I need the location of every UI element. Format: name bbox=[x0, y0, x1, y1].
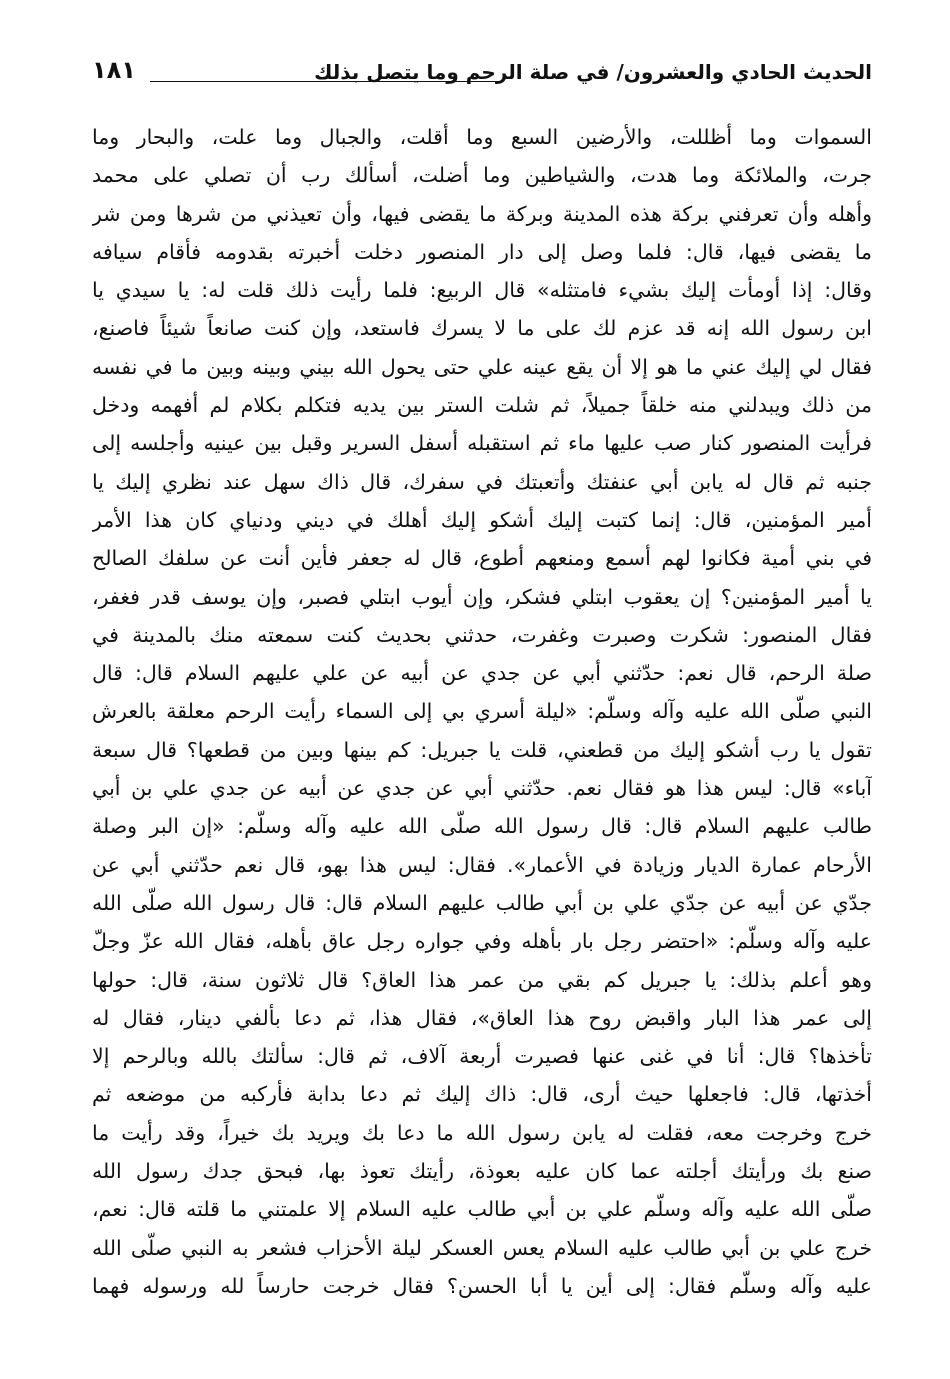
text-line: جرت، والملائكة وما هدت، والشياطين وما أضلت، أسألك رب أن تصلي على محمد bbox=[92, 163, 872, 188]
text-line: صلة الرحم، قال نعم: حدّثني أبي عن جدي عن أبيه عن علي عليهم السلام قال: قال bbox=[92, 661, 872, 686]
text-line: عليه وآله وسلّم فقال: إلى أين يا أبا الحسن؟ فقال خرجت حارساً لله ورسوله فهما bbox=[92, 1273, 872, 1298]
text-line: فقال لي إليك عني ما هو إلا أن يقع عينه علي حتى يحول الله بيني وبينه وبين ما في نفسه bbox=[92, 354, 872, 379]
text-line: وهو أعلم بذلك: يا جبريل كم بقي من عمر هذا العاق؟ قال ثلاثون سنة، قال: حولها bbox=[92, 967, 872, 992]
page-number: ١٨١ bbox=[92, 56, 136, 84]
text-line: ابن رسول الله إنه قد عزم لك على ما لا يسرك فاستعد، وإن كنت صانعاً شيئاً فاصنع، bbox=[92, 316, 872, 341]
text-line: من ذلك ويبدلني منه خلقاً جميلاً، ثم شلت الستر بين يديه فتكلم بكلام لم أفهمه ودخل bbox=[92, 393, 872, 418]
header-rule bbox=[150, 81, 500, 82]
body-text bbox=[92, 118, 872, 1305]
text-line: وأهله وأن تعرفني بركة هذه المدينة وبركة ما يقضى فيها، وأن تعيذني من شرها ومن شر bbox=[92, 201, 872, 226]
text-line: تأخذها؟ قال: أنا في غنى عنها فصيرت أربعة آلاف، ثم قال: سألتك بالله وبالرحم إلا bbox=[92, 1044, 872, 1069]
text-line: ما يقضى فيها، قال: فلما وصل إلى دار المنصور دخلت أخبرته بقدومه فأقام سيافه bbox=[92, 239, 872, 264]
text-line: وقال: إذا أومأت إليك بشيء فامتثله» قال الربيع: فلما رأيت ذلك قلت له: يا سيدي يا bbox=[92, 278, 872, 303]
text-line: جدّي عن أبيه عن جدّي علي بن أبي طالب عليهم السلام قال: قال رسول الله صلّى الله bbox=[92, 890, 872, 915]
text-line: أمير المؤمنين، قال: إنما كتبت إليك أشكو إليك أهلك في ديني ودنياي كان هذا الأمر bbox=[92, 507, 872, 532]
text-line: خرج وخرجت معه، فقلت له يابن رسول الله ما دعا بك ويريد بك خيراً، وقد رأيت ما bbox=[92, 1120, 872, 1145]
text-line: يا أمير المؤمنين؟ إن يعقوب ابتلي فشكر، وإن أيوب ابتلي فصبر، وإن يوسف قدر فغفر، bbox=[92, 584, 872, 609]
text-line: السموات وما أظللت، والأرضين السبع وما أقلت، والجبال وما علت، والبحار وما bbox=[92, 125, 872, 149]
text-line: أخذتها، قال: فاجعلها حيث أرى، قال: ذاك إليك ثم دعا بدابة فأركبه من موضعه ثم bbox=[92, 1082, 872, 1107]
text-line: صلّى الله عليه وآله وسلّم علي بن أبي طالب عليه السلام إلا علمتني ما قلته قال: نعم، bbox=[92, 1197, 872, 1222]
text-line: صنع بك ورأيتك أجلته عما كان عليه بعوذة، رأيتك تعوذ بها، فبحق جدك رسول الله bbox=[92, 1159, 872, 1184]
text-line: خرج علي بن أبي طالب عليه السلام يعس العسكر ليلة الأحزاب فشعر به النبي صلّى الله bbox=[92, 1235, 872, 1260]
running-title: الحديث الحادي والعشرون/ في صلة الرحم وما يتصل بذلك bbox=[314, 60, 872, 84]
text-line: في بني أمية فكانوا لهم أسمع ومنعهم أطوع، قال له جعفر فأين أنت عن سلفك الصالح bbox=[92, 546, 872, 571]
text-line: تقول يا رب أشكو إليك من قطعني، قلت يا جبريل: كم بينها وبين من قطعها؟ قال سبعة bbox=[92, 737, 872, 762]
text-line: طالب عليهم السلام قال: قال رسول الله صلّى الله عليه وآله وسلّم: «إن البر وصلة bbox=[92, 814, 872, 839]
text-line: عليه وآله وسلّم: «احتضر رجل بار بأهله وفي جواره رجل عاق بأهله، فقال الله عزّ وجلّ bbox=[92, 929, 872, 954]
text-line: آباء» قال: ليس هذا هو فقال نعم. حدّثني أبي عن جدي عن أبيه عن جدي علي بن أبي bbox=[92, 776, 872, 801]
text-line: الأرحام عمارة الديار وزيادة في الأعمار». فقال: ليس هذا بهو، قال نعم حدّثني أبي عن bbox=[92, 852, 872, 877]
text-line: جنبه ثم قال له يابن أبي عنفتك وأتعبتك في سفرك، قال ذاك سهل عند نظري إليك يا bbox=[92, 469, 872, 494]
text-line: النبي صلّى الله عليه وآله وسلّم: «ليلة أسري بي إلى السماء رأيت الرحم معلقة بالعرش bbox=[92, 699, 872, 724]
text-line: فرأيت المنصور كنار صب عليها ماء ثم استقبله أسفل السرير وقبل بين عينيه وأجلسه إلى bbox=[92, 431, 872, 456]
text-line: فقال المنصور: شكرت وصبرت وغفرت، حدثني بحديث كنت سمعته منك بالمدينة في bbox=[92, 622, 872, 647]
page-header bbox=[92, 56, 872, 96]
text-line: إلى عمر هذا البار واقبض روح هذا العاق»، فقال هذا، ثم دعا بألفي دينار، فقال له bbox=[92, 1005, 872, 1030]
